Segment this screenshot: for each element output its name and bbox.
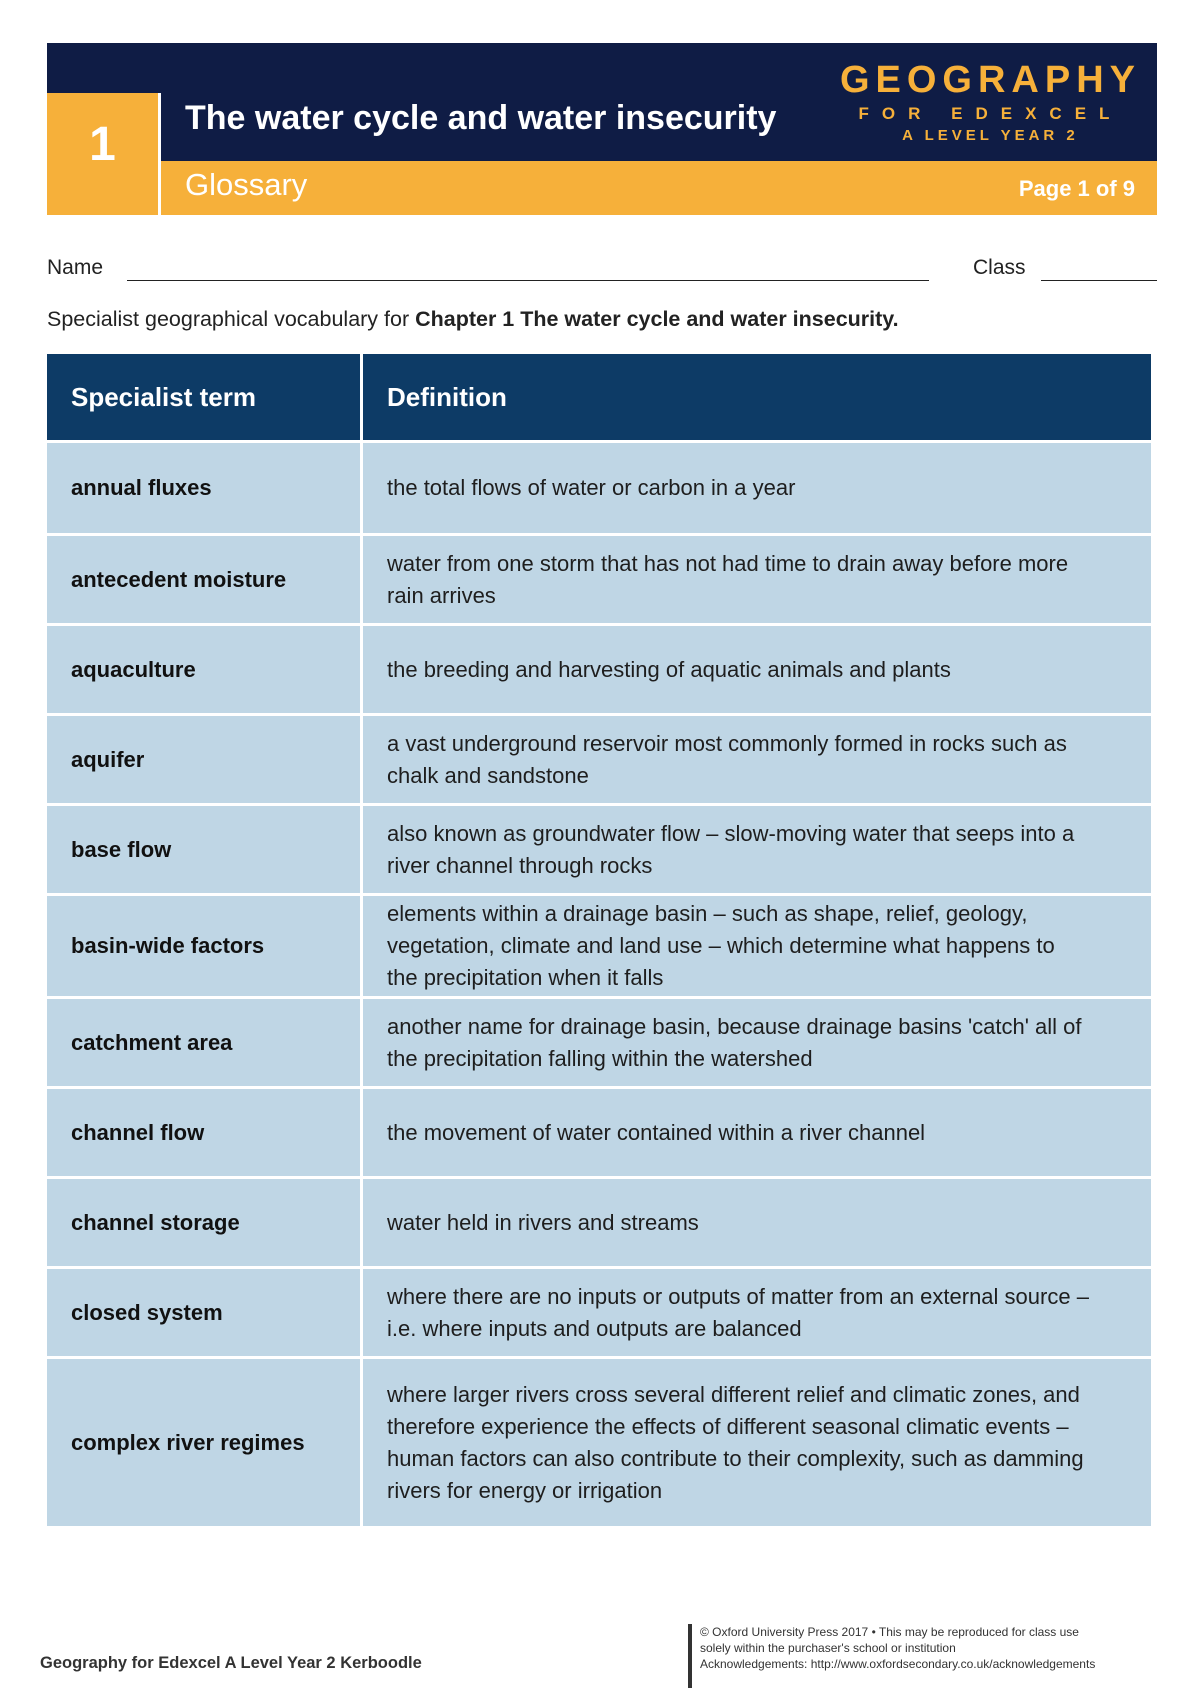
intro-chapter: Chapter 1 The water cycle and water insecurity. bbox=[415, 307, 899, 331]
brand-level-text: A LEVEL YEAR 2 bbox=[902, 127, 1079, 144]
glossary-table bbox=[44, 351, 1154, 1529]
header-definition: Definition bbox=[363, 354, 1151, 440]
table-row bbox=[47, 1089, 1151, 1176]
class-label: Class bbox=[973, 256, 1026, 279]
intro-prefix: Specialist geographical vocabulary for bbox=[47, 307, 416, 331]
copyright-line: © Oxford University Press 2017 • This may be reproduced for class use bbox=[700, 1625, 1079, 1639]
term-cell: basin-wide factors bbox=[47, 896, 360, 996]
table-row bbox=[47, 896, 1151, 996]
term-cell: aquifer bbox=[47, 716, 360, 803]
definition-cell: elements within a drainage basin – such as shape, relief, geology, vegetation, climate and land use – which determine what happens to the precipitation when it falls bbox=[363, 896, 1151, 996]
term-cell: base flow bbox=[47, 806, 360, 893]
definition-cell: also known as groundwater flow – slow-moving water that seeps into a river channel through rocks bbox=[363, 806, 1151, 893]
header-specialist-term: Specialist term bbox=[47, 354, 360, 440]
intro-text bbox=[47, 307, 1157, 332]
acknowledgements-link[interactable]: Acknowledgements: http://www.oxfordsecondary.co.uk/acknowledgements bbox=[700, 1657, 1096, 1671]
brand-logo bbox=[840, 61, 1141, 143]
definition-cell: the movement of water contained within a river channel bbox=[363, 1089, 1151, 1176]
table-row bbox=[47, 1179, 1151, 1266]
table-row bbox=[47, 716, 1151, 803]
footer-publication: Geography for Edexcel A Level Year 2 Kerboodle bbox=[40, 1654, 422, 1672]
term-cell: complex river regimes bbox=[47, 1359, 360, 1526]
footer-copyright bbox=[700, 1624, 1170, 1672]
term-cell: channel flow bbox=[47, 1089, 360, 1176]
table-row bbox=[47, 1359, 1151, 1526]
table-header-row bbox=[47, 354, 1151, 440]
definition-cell: where there are no inputs or outputs of matter from an external source – i.e. where inputs and outputs are balanced bbox=[363, 1269, 1151, 1356]
table-row bbox=[47, 1269, 1151, 1356]
page-footer bbox=[40, 1624, 1160, 1698]
brand-main-text: GEOGRAPHY bbox=[839, 59, 1141, 101]
definition-cell: water from one storm that has not had time to drain away before more rain arrives bbox=[363, 536, 1151, 623]
page-indicator: Page 1 of 9 bbox=[1018, 176, 1135, 201]
table-row bbox=[47, 806, 1151, 893]
brand-sub-text: FOR EDEXCEL bbox=[858, 104, 1123, 123]
table-row bbox=[47, 443, 1151, 533]
copyright-line: solely within the purchaser's school or institution bbox=[700, 1641, 956, 1655]
term-cell: catchment area bbox=[47, 999, 360, 1086]
name-field[interactable] bbox=[127, 280, 929, 281]
page-header bbox=[47, 43, 1157, 215]
term-cell: aquaculture bbox=[47, 626, 360, 713]
name-class-row bbox=[47, 256, 1157, 286]
definition-cell: where larger rivers cross several different relief and climatic zones, and therefore experience the effects of different seasonal climatic events – human factors can also contribute to their complexity, such as damming rivers for energy or irrigation bbox=[363, 1359, 1151, 1526]
section-subtitle: Glossary bbox=[185, 167, 308, 202]
table-row bbox=[47, 999, 1151, 1086]
term-cell: closed system bbox=[47, 1269, 360, 1356]
definition-cell: the breeding and harvesting of aquatic animals and plants bbox=[363, 626, 1151, 713]
term-cell: annual fluxes bbox=[47, 443, 360, 533]
class-field[interactable] bbox=[1041, 280, 1157, 281]
definition-cell: a vast underground reservoir most commonly formed in rocks such as chalk and sandstone bbox=[363, 716, 1151, 803]
term-cell: antecedent moisture bbox=[47, 536, 360, 623]
chapter-title: The water cycle and water insecurity bbox=[185, 99, 777, 137]
term-cell: channel storage bbox=[47, 1179, 360, 1266]
definition-cell: water held in rivers and streams bbox=[363, 1179, 1151, 1266]
table-row bbox=[47, 536, 1151, 623]
definition-cell: another name for drainage basin, because drainage basins 'catch' all of the precipitation falling within the watershed bbox=[363, 999, 1151, 1086]
chapter-number: 1 bbox=[89, 117, 116, 171]
chapter-number-box bbox=[47, 93, 161, 215]
table-row bbox=[47, 626, 1151, 713]
name-label: Name bbox=[47, 256, 104, 279]
definition-cell: the total flows of water or carbon in a year bbox=[363, 443, 1151, 533]
footer-divider bbox=[688, 1624, 692, 1688]
